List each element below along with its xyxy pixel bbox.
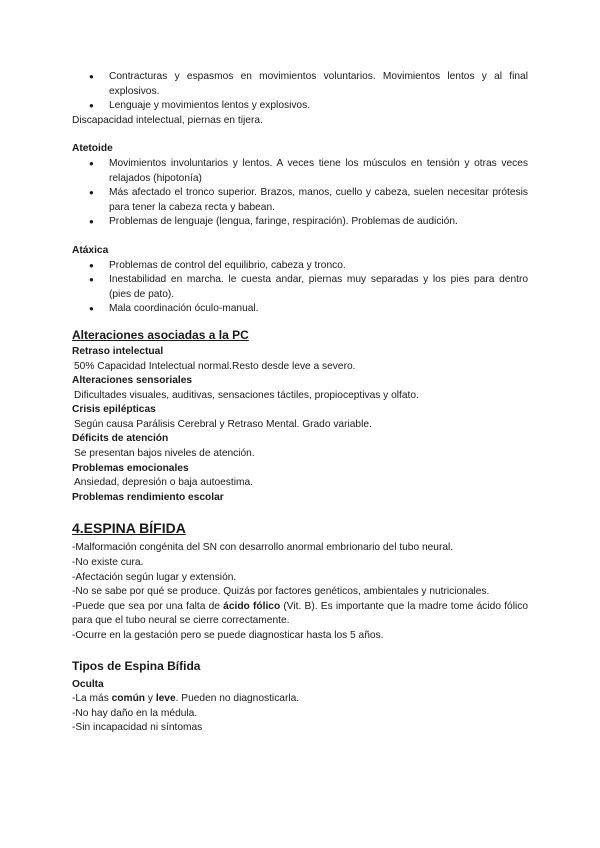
paragraph-line: [72, 600, 528, 629]
paragraph-line: -Ocurre en la gestación pero se puede diagnosticar hasta los 5 años.: [72, 630, 384, 641]
text-span: y: [145, 693, 156, 705]
alteraciones-heading: Alteraciones asociadas a la PC: [72, 327, 249, 342]
description: Se presentan bajos niveles de atención.: [74, 448, 255, 460]
subheading: Déficits de atención: [72, 433, 169, 445]
list-item: ● Movimientos involuntarios y lentos. A veces tiene los músculos en tensión y otras veces relajados (hipotonía): [72, 157, 528, 186]
spastic-bullet-list: [72, 70, 528, 114]
list-item: ● Problemas de control del equilibrio, cabeza y tronco.: [72, 259, 528, 274]
list-item: ● Contracturas y espasmos en movimientos voluntarios. Movimientos lentos y al final explosivos.: [72, 70, 528, 99]
list-item: ● Problemas de lenguaje (lengua, faringe, respiración). Problemas de audición.: [72, 215, 528, 230]
oculta-heading: Oculta: [72, 678, 104, 690]
description: Dificultades visuales, auditivas, sensaciones táctiles, propioceptivas y olfato.: [74, 389, 419, 401]
subheading: Problemas rendimiento escolar: [72, 491, 224, 503]
ataxica-list: [72, 259, 528, 317]
paragraph-line: -No hay daño en la médula.: [72, 707, 198, 719]
text-span: . Pueden no diagnosticarla.: [175, 693, 300, 705]
list-item: ● Mala coordinación óculo-manual.: [72, 302, 528, 317]
description: Ansiedad, depresión o baja autoestima.: [74, 477, 253, 489]
subheading: Problemas emocionales: [72, 462, 189, 474]
description: 50% Capacidad Intelectual normal.Resto desde leve a severo.: [74, 360, 356, 372]
subheading: Crisis epilépticas: [72, 404, 156, 416]
paragraph-line: -Afectación según lugar y extensión.: [72, 571, 237, 583]
atetoide-heading: Atetoide: [72, 143, 113, 155]
paragraph-line: -No se sabe por qué se produce. Quizás por factores genéticos, ambientales y nutricionales.: [72, 586, 490, 598]
bold-term: ácido fólico: [223, 600, 281, 612]
text-span: (Vit. B). Es importante que la madre tome ácido fólico para que el tubo neural se cierre correctamente.: [72, 600, 528, 627]
tipos-section: [72, 678, 528, 736]
list-item: ● Más afectado el tronco superior. Brazos, manos, cuello y cabeza, suelen necesitar prótesis para tener la cabeza recta y babean.: [72, 186, 528, 215]
alteraciones-section: [72, 345, 528, 506]
ataxica-heading: Atáxica: [72, 244, 109, 256]
paragraph-line: [72, 692, 528, 707]
spastic-note: Discapacidad intelectual, piernas en tijera.: [72, 114, 263, 126]
atetoide-list: [72, 157, 528, 230]
description: Según causa Parálisis Cerebral y Retraso Mental. Grado variable.: [74, 418, 372, 430]
list-item: ● Inestabilidad en marcha. le cuesta andar, piernas muy separadas y los pies para dentro (pies de pato).: [72, 273, 528, 302]
paragraph-line: -Sin incapacidad ni síntomas: [72, 722, 203, 734]
list-item: ● Lenguaje y movimientos lentos y explosivos.: [72, 99, 528, 114]
text-span: -Puede que sea por una falta de: [72, 600, 224, 612]
espina-bifida-section: [72, 541, 528, 643]
bold-term: común: [111, 693, 146, 705]
text-span: -La más: [72, 693, 112, 705]
paragraph-line: -No existe cura.: [72, 557, 144, 569]
document-page: [72, 70, 528, 736]
bold-term: leve: [155, 693, 176, 705]
subheading: Alteraciones sensoriales: [72, 375, 193, 387]
subheading: Retraso intelectual: [72, 345, 164, 357]
paragraph-line: -Malformación congénita del SN con desarrollo anormal embrionario del tubo neural.: [72, 542, 454, 554]
tipos-heading: Tipos de Espina Bífida: [72, 658, 201, 673]
espina-bifida-heading: 4.ESPINA BÍFIDA: [72, 520, 186, 537]
